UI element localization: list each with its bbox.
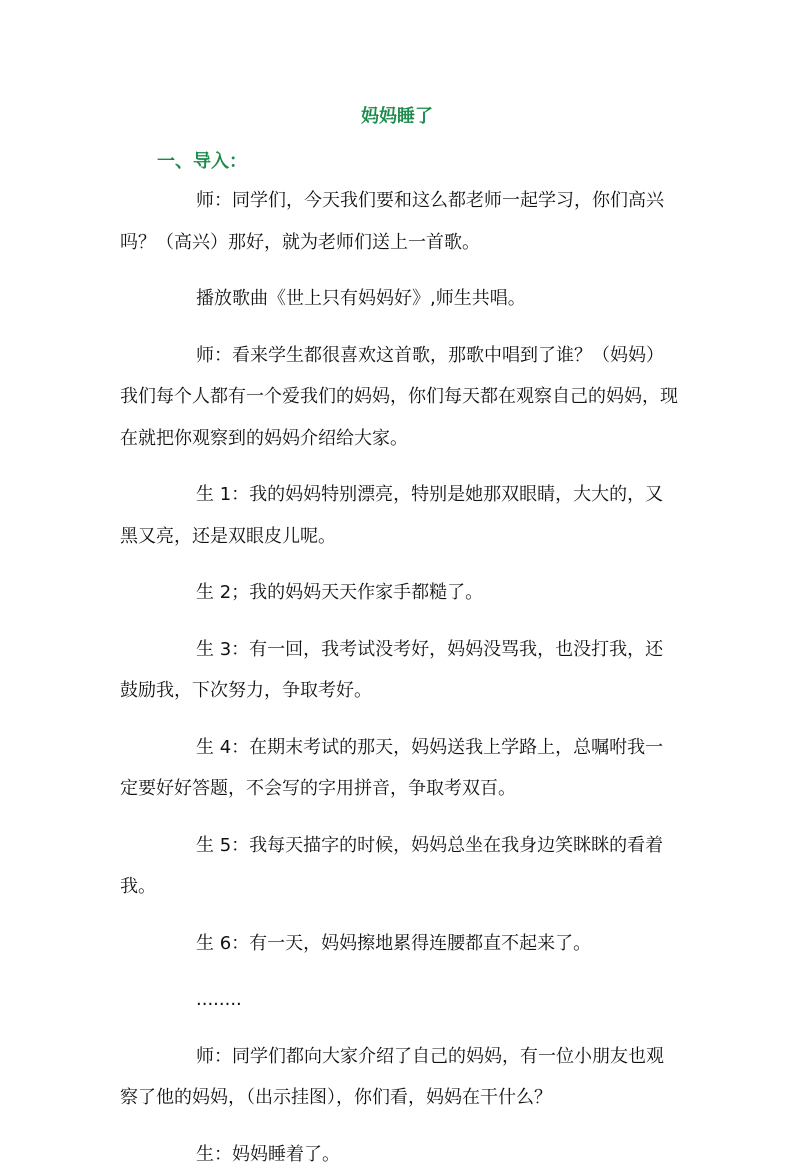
paragraph: 师：同学们，今天我们要和这么都老师一起学习，你们高兴吗？（高兴）那好，就为老师们送上一首歌。 (120, 180, 680, 263)
paragraph: 生 1：我的妈妈特别漂亮，特别是她那双眼睛，大大的，又黑又亮，还是双眼皮儿呢。 (120, 474, 680, 557)
paragraph: 生 5：我每天描字的时候，妈妈总坐在我身边笑眯眯的看着我。 (120, 825, 680, 908)
paragraph: 师：看来学生都很喜欢这首歌，那歌中唱到了谁？（妈妈）我们每个人都有一个爱我们的妈妈，你们每天都在观察自己的妈妈，现在就把你观察到的妈妈介绍给大家。 (120, 335, 680, 460)
ellipsis-line: ........ (120, 979, 680, 1021)
paragraph: 生 3：有一回，我考试没考好，妈妈没骂我，也没打我，还鼓励我，下次努力，争取考好。 (120, 629, 680, 712)
paragraph: 播放歌曲《世上只有妈妈好》,师生共唱。 (120, 278, 680, 320)
document-body (120, 180, 680, 1175)
paragraph: 生 2；我的妈妈天天作家手都糙了。 (120, 572, 680, 614)
paragraph: 生：妈妈睡着了。 (120, 1134, 680, 1175)
document-title: 妈妈睡了 (0, 103, 794, 131)
paragraph: 生 4：在期末考试的那天，妈妈送我上学路上，总嘱咐我一定要好好答题，不会写的字用拼音，争取考双百。 (120, 727, 680, 810)
section-heading: 一、导入： (157, 148, 247, 176)
paragraph: 生 6：有一天，妈妈擦地累得连腰都直不起来了。 (120, 923, 680, 965)
paragraph: 师：同学们都向大家介绍了自己的妈妈，有一位小朋友也观察了他的妈妈，（出示挂图），你们看，妈妈在干什么？ (120, 1036, 680, 1119)
